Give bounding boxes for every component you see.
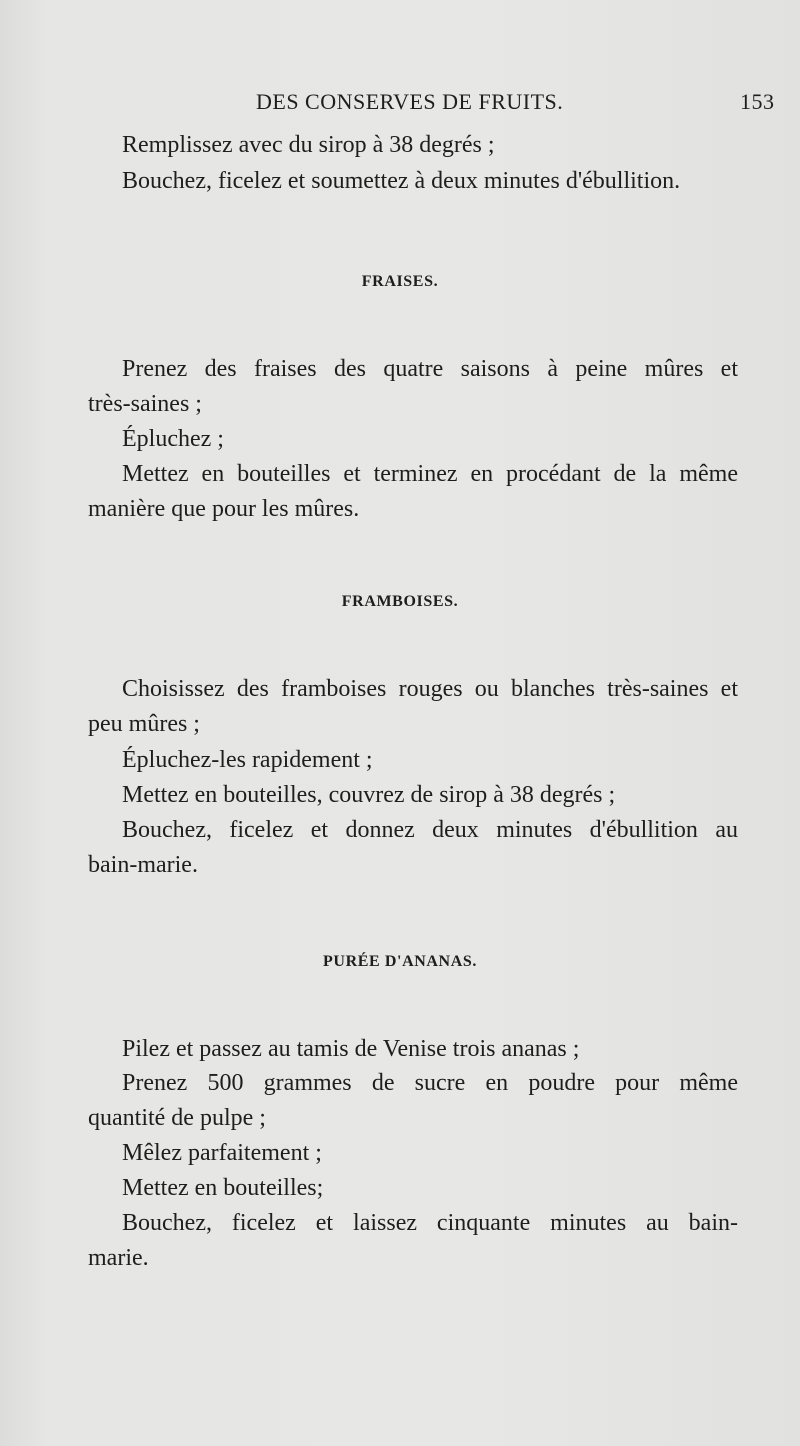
puree-paragraph-4: Mettez en bouteilles; xyxy=(122,1175,324,1201)
fraises-paragraph-1-line-2: très-saines ; xyxy=(88,391,202,417)
section-heading-fraises: FRAISES. xyxy=(361,273,439,290)
framboises-paragraph-1-line-2: peu mûres ; xyxy=(88,711,200,737)
intro-line-1: Remplissez avec du sirop à 38 degrés ; xyxy=(122,132,495,158)
puree-paragraph-5-line-1: Bouchez, ficelez et laissez cinquante minutes au bain- xyxy=(122,1210,738,1236)
fraises-paragraph-1-line-1: Prenez des fraises des quatre saisons à peine mûres et xyxy=(122,356,738,382)
intro-line-2: Bouchez, ficelez et soumettez à deux minutes d'ébullition. xyxy=(122,168,681,194)
puree-paragraph-2-line-1: Prenez 500 grammes de sucre en poudre pour même xyxy=(122,1070,738,1096)
fraises-paragraph-3-line-1: Mettez en bouteilles et terminez en procédant de la même xyxy=(122,461,738,487)
framboises-paragraph-4-line-1: Bouchez, ficelez et donnez deux minutes d'ébullition au xyxy=(122,817,738,843)
puree-paragraph-5-line-2: marie. xyxy=(88,1245,149,1271)
framboises-paragraph-1-line-1: Choisissez des framboises rouges ou blanches très-saines et xyxy=(122,676,738,702)
puree-paragraph-1: Pilez et passez au tamis de Venise trois ananas ; xyxy=(122,1036,580,1062)
framboises-paragraph-2: Épluchez-les rapidement ; xyxy=(122,747,373,773)
running-head xyxy=(0,89,800,119)
page-number: 153 xyxy=(740,89,775,114)
framboises-paragraph-4-line-2: bain-marie. xyxy=(88,852,198,878)
section-heading-puree-ananas: PURÉE D'ANANAS. xyxy=(323,953,477,970)
section-heading-framboises: FRAMBOISES. xyxy=(341,593,459,610)
puree-paragraph-2-line-2: quantité de pulpe ; xyxy=(88,1105,266,1131)
puree-paragraph-3: Mêlez parfaitement ; xyxy=(122,1140,322,1166)
running-title: DES CONSERVES DE FRUITS. xyxy=(256,89,564,114)
fraises-paragraph-3-line-2: manière que pour les mûres. xyxy=(88,496,360,522)
fraises-paragraph-2: Épluchez ; xyxy=(122,426,224,452)
framboises-paragraph-3: Mettez en bouteilles, couvrez de sirop à 38 degrés ; xyxy=(122,782,616,808)
